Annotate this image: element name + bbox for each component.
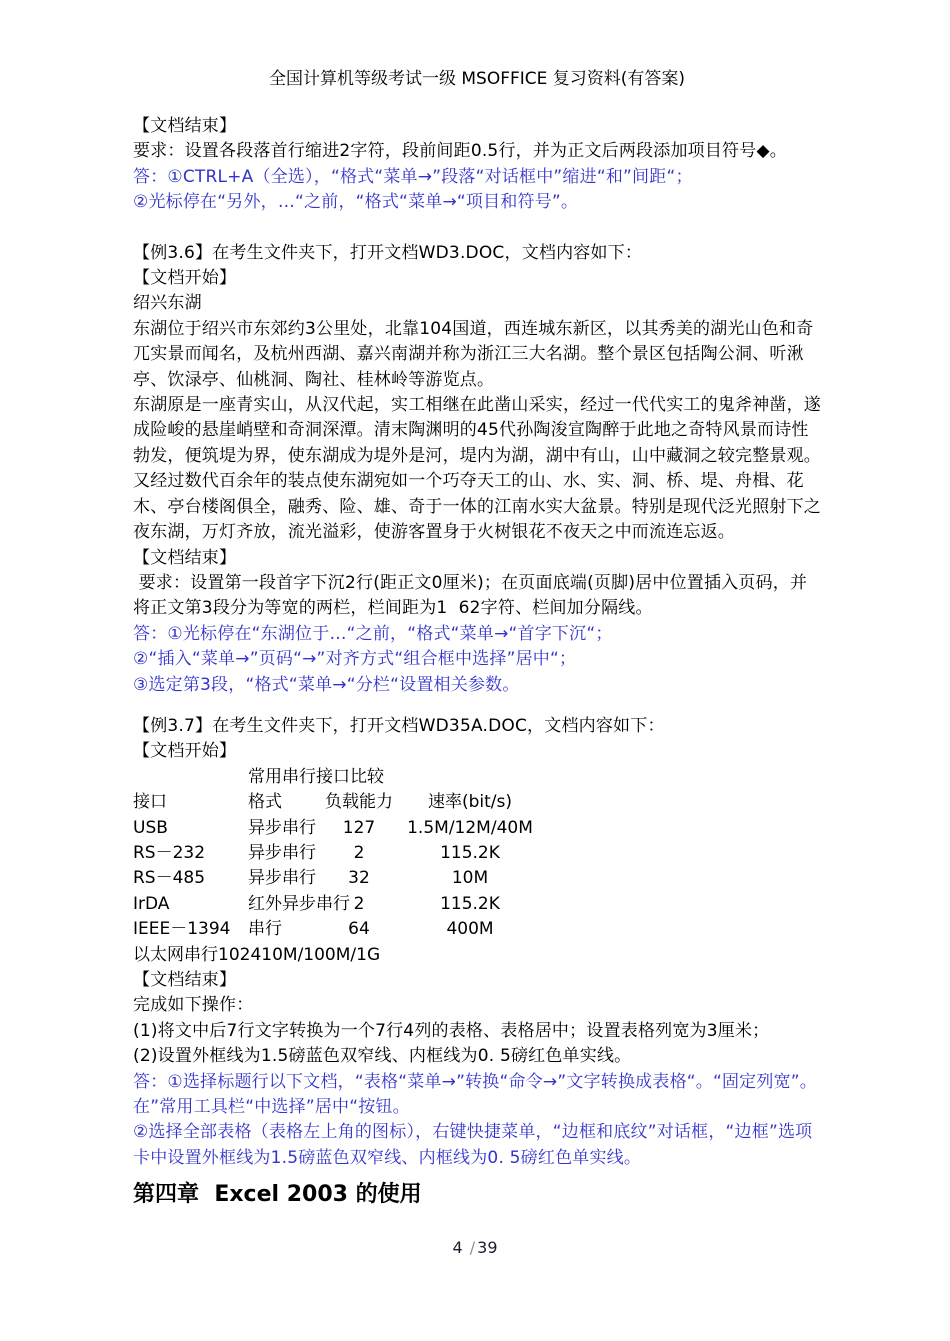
table-cell: USB xyxy=(133,817,168,838)
task-item: (2)设置外框线为1.5磅蓝色双窄线、内框线为0. 5磅红色单实线。 xyxy=(133,1046,632,1067)
document-content xyxy=(133,66,821,1210)
table-cell: IrDA xyxy=(133,893,170,914)
blank-line xyxy=(133,698,821,714)
page-footer xyxy=(0,1238,950,1257)
requirement-text: 要求：设置第一段首字下沉2行(距正文0厘米)；在页面底端(页脚)居中位置插入页码，并将正文第3段分为等宽的两栏，栏间距为1 62字符、栏间加分隔线。 xyxy=(133,572,808,619)
table-cell: RS－485 xyxy=(133,868,206,889)
answer-line: ②“插入“菜单→”页码“→”对齐方式“组合框中选择”居中“； xyxy=(133,649,577,670)
blank-line xyxy=(133,216,821,241)
chapter-heading: 第四章 Excel 2003 的使用 xyxy=(133,1182,422,1208)
embedded-doc-title: 绍兴东湖 xyxy=(133,293,202,314)
table-row xyxy=(133,816,821,841)
answer-line: 答：①光标停在“东湖位于…“之前，“格式“菜单→“首字下沉“； xyxy=(133,623,613,644)
table-header-cell: 格式 xyxy=(248,792,282,813)
body-paragraph: 东湖位于绍兴市东郊约3公里处，北靠104国道，西连城东新区，以其秀美的湖光山色和奇兀实景而闻名，及杭州西湖、嘉兴南湖并称为浙江三大名湖。整个景区包括陶公洞、听湫亭、饮渌亭、仙桃洞、陶社、桂林岭等游览点。 xyxy=(133,318,814,390)
doc-start-marker: 【文档开始】 xyxy=(133,268,237,289)
answer-line: ②光标停在“另外，…“之前，“格式“菜单→“项目和符号”。 xyxy=(133,192,579,213)
page-number-separator: / xyxy=(469,1238,476,1257)
table-header-cell: 速率(bit/s) xyxy=(427,792,513,813)
tasks-intro: 完成如下操作： xyxy=(133,995,254,1016)
answer-line: 答：①选择标题行以下文档，“表格“菜单→”转换“命令→”文字转换成表格“。“固定列宽”。 在”常用工具栏“中选择”居中“按钮。 xyxy=(133,1071,817,1118)
serial-interface-table xyxy=(133,765,821,968)
answer-line: ②选择全部表格（表格左上角的图标），右键快捷菜单，“边框和底纹”对话框，“边框”选项卡中设置外框线为1.5磅蓝色双窄线、内框线为0. 5磅红色单实线。 xyxy=(133,1122,813,1168)
table-cell: 2 xyxy=(353,893,365,914)
table-cell: 异步串行 xyxy=(248,842,316,863)
table-row xyxy=(133,866,821,891)
table-cell: RS－232 xyxy=(133,842,206,863)
table-cell: 400M xyxy=(446,919,494,940)
table-cell: 异步串行 xyxy=(248,817,316,838)
table-cell: 10M xyxy=(451,868,489,889)
table-cell: IEEE－1394 xyxy=(133,919,231,940)
table-header-cell: 接口 xyxy=(133,792,167,813)
table-cell: 64 xyxy=(348,919,370,940)
page-total: 39 xyxy=(477,1238,498,1257)
doc-end-marker: 【文档结束】 xyxy=(133,116,237,136)
table-caption: 常用串行接口比较 xyxy=(248,766,384,787)
doc-end-marker: 【文档结束】 xyxy=(133,547,237,568)
doc-start-marker: 【文档开始】 xyxy=(133,741,237,762)
answer-line: 答：①CTRL+A（全选），“格式“菜单→”段落“对话框中”缩进“和”间距“； xyxy=(133,166,693,187)
table-row xyxy=(133,917,821,942)
table-row xyxy=(133,841,821,866)
task-item: (1)将文中后7行文字转换为一个7行4列的表格、表格居中；设置表格列宽为3厘米； xyxy=(133,1020,770,1041)
page-number: 4 xyxy=(452,1238,463,1257)
table-footer-line: 以太网串行102410M/100M/1G xyxy=(133,944,381,965)
requirement-text: 要求：设置各段落首行缩进2字符，段前间距0.5行，并为正文后两段添加项目符号◆。 xyxy=(133,141,787,162)
table-cell: 32 xyxy=(348,868,370,889)
table-cell: 红外异步串行 xyxy=(248,893,350,914)
table-header-cell: 负载能力 xyxy=(325,792,393,813)
table-cell: 2 xyxy=(353,842,365,863)
table-row xyxy=(133,892,821,917)
table-cell: 1.5M/12M/40M xyxy=(407,817,533,838)
table-header-row xyxy=(133,790,821,815)
document-title: 全国计算机等级考试一级 MSOFFICE 复习资料(有答案) xyxy=(268,69,686,89)
table-cell: 串行 xyxy=(248,919,282,940)
table-cell: 115.2K xyxy=(440,893,500,914)
example-heading: 【例3.7】在考生文件夹下，打开文档WD35A.DOC，文档内容如下： xyxy=(133,715,665,736)
answer-line: ③选定第3段，“格式“菜单→“分栏“设置相关参数。 xyxy=(133,674,520,695)
table-cell: 127 xyxy=(342,817,376,838)
example-heading: 【例3.6】在考生文件夹下，打开文档WD3.DOC，文档内容如下： xyxy=(133,242,643,263)
table-cell: 115.2K xyxy=(440,842,500,863)
table-cell: 异步串行 xyxy=(248,868,316,889)
body-paragraph: 东湖原是一座青实山，从汉代起，实工相继在此凿山采实，经过一代代实工的鬼斧神凿，遂成险峻的悬崖峭壁和奇洞深潭。清末陶渊明的45代孙陶浚宣陶醉于此地之奇特风景而诗性勃发，便筑堤为界，使东湖成为堤外是河，堤内为湖，湖中有山，山中藏洞之较完整景观。又经过数代百余年的装点使东湖宛如一个巧夺天工的山、水、实、洞、桥、堤、舟楫、花木、亭台楼阁俱全，融秀、险、雄、奇于一体的江南水实大盆景。特别是现代泛光照射下之夜东湖，万灯齐放，流光溢彩，使游客置身于火树银花不夜天之中而流连忘返。 xyxy=(133,395,821,543)
doc-end-marker: 【文档结束】 xyxy=(133,970,237,990)
